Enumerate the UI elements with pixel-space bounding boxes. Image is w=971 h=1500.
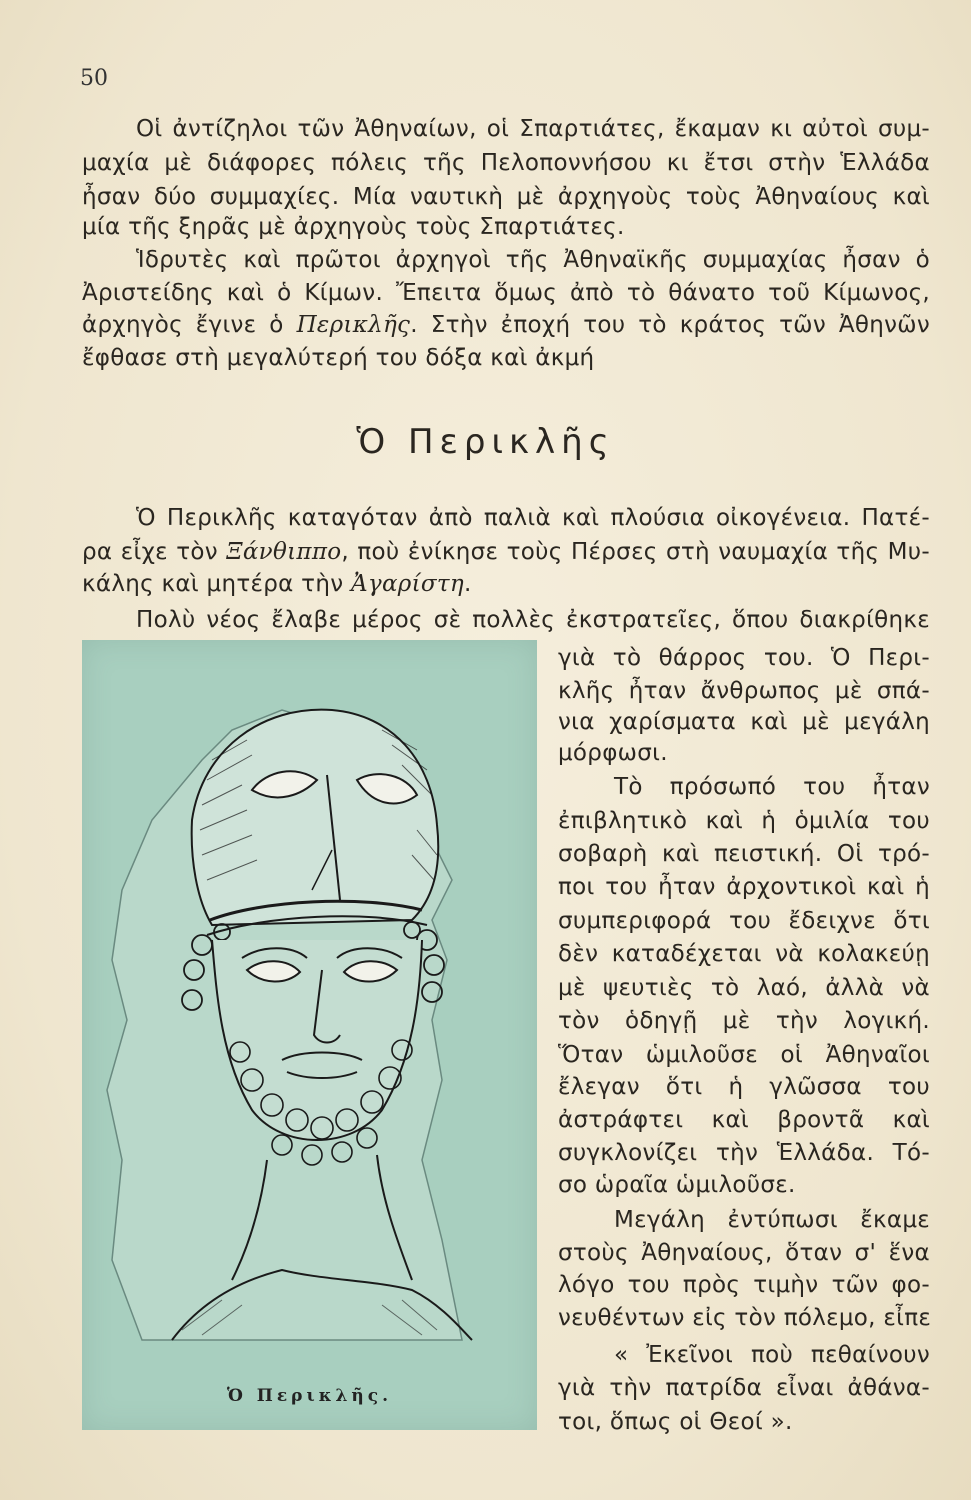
pericles-bust-illustration xyxy=(82,640,537,1430)
column-line: νια χαρίσματα καὶ μὲ μεγάλη xyxy=(558,709,930,735)
column-line: ἔλεγαν ὅτι ἡ γλῶσσα του xyxy=(558,1074,930,1100)
column-line: μόρφωσι. xyxy=(558,740,668,766)
column-line: νευθέντων εἰς τὸν πόλεμο, εἶπε xyxy=(558,1305,932,1331)
para2-line-agariste xyxy=(82,569,472,599)
page-number: 50 xyxy=(80,66,108,91)
column-line: γιὰ τὴν πατρίδα εἶναι ἀθάνα- xyxy=(558,1375,930,1401)
para2-text: κάλης καὶ μητέρα τὴν xyxy=(82,571,351,597)
column-line: δὲν καταδέχεται νὰ κολακεύῃ xyxy=(558,941,930,967)
para2-line-xanthippus xyxy=(82,537,930,567)
intro-line: μαχία μὲ διάφορες πόλεις τῆς Πελοποννήσου κι ἔτσι στὴν Ἑλλάδα xyxy=(82,150,930,176)
column-line: συγκλονίζει τὴν Ἑλλάδα. Τό- xyxy=(558,1140,930,1166)
section-heading: Ὁ Περικλῆς xyxy=(356,422,615,462)
column-line: σοβαρὴ καὶ πειστική. Οἱ τρό- xyxy=(558,841,930,867)
column-line: ποι του ἦταν ἀρχοντικοὶ καὶ ἡ xyxy=(558,874,930,900)
column-line: συμπεριφορά του ἔδειχνε ὅτι xyxy=(558,908,930,934)
para3-line: Πολὺ νέος ἔλαβε μέρος σὲ πολλὲς ἐκστρατεῖες, ὅπου διακρίθηκε xyxy=(136,607,930,633)
column-line: τοι, ὅπως οἱ Θεοί ». xyxy=(558,1409,793,1435)
intro-line-pericles xyxy=(82,310,930,340)
intro-line: μία τῆς ξηρᾶς μὲ ἀρχηγοὺς τοὺς Σπαρτιάτες. xyxy=(82,214,625,240)
pericles-figure xyxy=(82,640,537,1430)
column-line: ἐπιβλητικὸ καὶ ἡ ὁμιλία του xyxy=(558,808,930,834)
intro-line: Ἱδρυτὲς καὶ πρῶτοι ἀρχηγοὶ τῆς Ἀθηναϊκῆς συμμαχίας ἦσαν ὁ xyxy=(136,247,930,273)
name-pericles: Περικλῆς xyxy=(296,312,411,338)
name-xanthippus: Ξάνθιππο xyxy=(226,539,342,565)
para2-line: Ὁ Περικλῆς καταγόταν ἀπὸ παλιὰ καὶ πλούσια οἰκογένεια. Πατέ- xyxy=(136,505,930,531)
column-line: Μεγάλη ἐντύπωσι ἔκαμε xyxy=(614,1207,930,1233)
column-line: στοὺς Ἀθηναίους, ὅταν σ' ἕνα xyxy=(558,1240,930,1266)
column-line: γιὰ τὸ θάρρος του. Ὁ Περι- xyxy=(558,645,930,671)
column-line: « Ἐκεῖνοι ποὺ πεθαίνουν xyxy=(614,1342,930,1368)
para2-text: . xyxy=(464,571,472,597)
intro-line: Οἱ ἀντίζηλοι τῶν Ἀθηναίων, οἱ Σπαρτιάτες, ἔκαμαν κι αὐτοὶ συμ- xyxy=(136,116,930,142)
para2-text: ρα εἶχε τὸν xyxy=(82,539,227,565)
column-line: Ὅταν ὡμιλοῦσε οἱ Ἀθηναῖοι xyxy=(558,1042,930,1068)
column-line: τὸν ὁδηγῇ μὲ τὴν λογική. xyxy=(558,1008,930,1034)
column-line: σο ὡραῖα ὡμιλοῦσε. xyxy=(558,1172,796,1198)
column-line: Τὸ πρόσωπό του ἦταν xyxy=(614,774,930,800)
intro-line: Ἀριστείδης καὶ ὁ Κίμων. Ἔπειτα ὅμως ἀπὸ τὸ θάνατο τοῦ Κίμωνος, xyxy=(82,280,930,306)
column-line: λόγο του πρὸς τιμὴν τῶν φο- xyxy=(558,1272,930,1298)
name-agariste: Ἀγαρίστη xyxy=(350,571,465,597)
intro-text: . Στὴν ἐποχή του τὸ κράτος τῶν Ἀθηνῶν xyxy=(410,312,931,338)
column-line: κλῆς ἦταν ἄνθρωπος μὲ σπά- xyxy=(558,678,930,704)
column-line: ἀστράφτει καὶ βροντᾶ καὶ xyxy=(558,1107,930,1133)
intro-line: ἦσαν δύο συμμαχίες. Μία ναυτικὴ μὲ ἀρχηγοὺς τοὺς Ἀθηναίους καὶ xyxy=(82,184,930,210)
figure-caption: Ὁ Περικλῆς. xyxy=(226,1386,393,1406)
intro-line: ἔφθασε στὴ μεγαλύτερή του δόξα καὶ ἀκμή xyxy=(82,345,595,371)
intro-text: ἀρχηγὸς ἔγινε ὁ xyxy=(82,312,297,338)
column-line: μὲ ψευτιὲς τὸ λαό, ἀλλὰ νὰ xyxy=(558,975,930,1001)
para2-text: , ποὺ ἐνίκησε τοὺς Πέρσες στὴ ναυμαχία τῆς Μυ- xyxy=(341,539,930,565)
